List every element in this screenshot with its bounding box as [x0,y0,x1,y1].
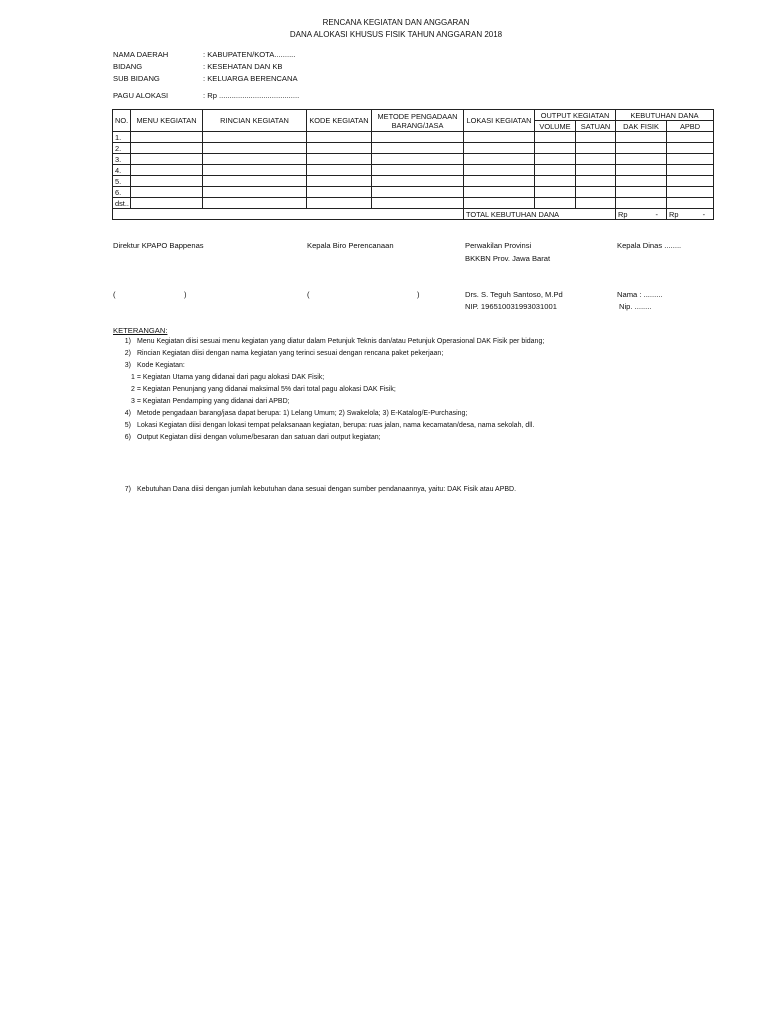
meta-label-pagu-alokasi: PAGU ALOKASI [113,91,169,100]
total-row [113,209,714,220]
meta-label-bidang: BIDANG [113,62,143,71]
note-item: 1) Menu Kegiatan diisi sesuai menu kegiatan yang diatur dalam Petunjuk Teknis dan/atau Petunjuk Operasional DAK Fisik per bidang; [124,338,545,345]
table-row [113,165,714,176]
activity-budget-table [112,109,714,220]
meta-value-bidang: : KESEHATAN DAN KB [203,62,283,71]
note-item: 4) Metode pengadaan barang/jasa dapat berupa: 1) Lelang Umum; 2) Swakelola; 3) E-Katalog/E-Purchasing; [124,410,468,417]
row-number: 4. [113,165,131,176]
row-number: 1. [113,132,131,143]
total-dak-rp: Rp [618,209,628,219]
signatory-1-title: Direktur KPAPO Bappenas [113,241,204,250]
header-rincian-kegiatan: RINCIAN KEGIATAN [203,110,307,132]
signatory-2-name-close: ) [417,290,420,299]
signatory-3-name: Drs. S. Teguh Santoso, M.Pd [465,290,563,299]
note-subitem: 2 = Kegiatan Penunjang yang didanai maksimal 5% dari total pagu alokasi DAK Fisik; [131,386,396,393]
table-row [113,132,714,143]
signatory-4-name: Nama : ......... [617,290,663,299]
header-no: NO. [113,110,131,132]
header-metode-pengadaan: METODE PENGADAAN BARANG/JASA [372,110,464,132]
signatory-3-nip: NIP. 196510031993031001 [465,302,557,311]
header-volume: VOLUME [535,121,576,132]
meta-label-sub-bidang: SUB BIDANG [113,74,160,83]
note-item: 6) Output Kegiatan diisi dengan volume/besaran dan satuan dari output kegiatan; [124,434,381,441]
total-apbd-value: - [702,209,706,219]
total-label: TOTAL KEBUTUHAN DANA [464,209,616,220]
signatory-3-title: Perwakilan Provinsi [465,241,532,250]
header-kebutuhan-dana: KEBUTUHAN DANA [616,110,714,121]
signatory-1-name-close: ) [184,290,187,299]
note-item: 3) Kode Kegiatan: [124,362,185,369]
document-title-line1: RENCANA KEGIATAN DAN ANGGARAN [322,18,470,27]
meta-value-pagu-alokasi: : Rp ...................................... [203,91,300,100]
total-apbd [667,209,714,220]
row-number: 6. [113,187,131,198]
table-row [113,143,714,154]
signatory-1-name-open: ( [113,290,116,299]
notes-heading: KETERANGAN: [113,326,168,335]
signatory-2-name-open: ( [307,290,310,299]
signatory-4-title: Kepala Dinas ........ [617,241,682,250]
meta-value-nama-daerah: : KABUPATEN/KOTA.......... [203,50,296,59]
total-apbd-rp: Rp [669,209,679,219]
signatory-4-nip: Nip. ........ [619,302,652,311]
signatory-2-title: Kepala Biro Perencanaan [307,241,394,250]
note-subitem: 3 = Kegiatan Pendamping yang didanai dari APBD; [131,398,290,405]
header-lokasi-kegiatan: LOKASI KEGIATAN [464,110,535,132]
row-number: 5. [113,176,131,187]
header-apbd: APBD [667,121,714,132]
row-number: 3. [113,154,131,165]
signatory-3-organization: BKKBN Prov. Jawa Barat [465,254,551,263]
row-number: dst.. [113,198,131,209]
total-dak-fisik [616,209,667,220]
header-output-kegiatan: OUTPUT KEGIATAN [535,110,616,121]
table-row [113,198,714,209]
header-kode-kegiatan: KODE KEGIATAN [307,110,372,132]
row-number: 2. [113,143,131,154]
meta-value-sub-bidang: : KELUARGA BERENCANA [203,74,298,83]
document-title-line2: DANA ALOKASI KHUSUS FISIK TAHUN ANGGARAN 2018 [289,30,503,39]
table-row [113,154,714,165]
header-dak-fisik: DAK FISIK [616,121,667,132]
note-item-7: 7) Kebutuhan Dana diisi dengan jumlah kebutuhan dana sesuai dengan sumber pendanaannya, yaitu: DAK Fisik atau APBD. [124,486,517,493]
table-row [113,187,714,198]
meta-label-nama-daerah: NAMA DAERAH [113,50,169,59]
table-row [113,176,714,187]
note-item: 2) Rincian Kegiatan diisi dengan nama kegiatan yang terinci sesuai dengan rencana paket pekerjaan; [124,350,444,357]
header-menu-kegiatan: MENU KEGIATAN [131,110,203,132]
note-subitem: 1 = Kegiatan Utama yang didanai dari pagu alokasi DAK Fisik; [131,374,325,381]
note-item: 5) Lokasi Kegiatan diisi dengan lokasi tempat pelaksanaan kegiatan, berupa: ruas jalan, nama kecamatan/desa, nama sekolah, dll. [124,422,535,429]
total-dak-value: - [655,209,659,219]
header-satuan: SATUAN [576,121,616,132]
